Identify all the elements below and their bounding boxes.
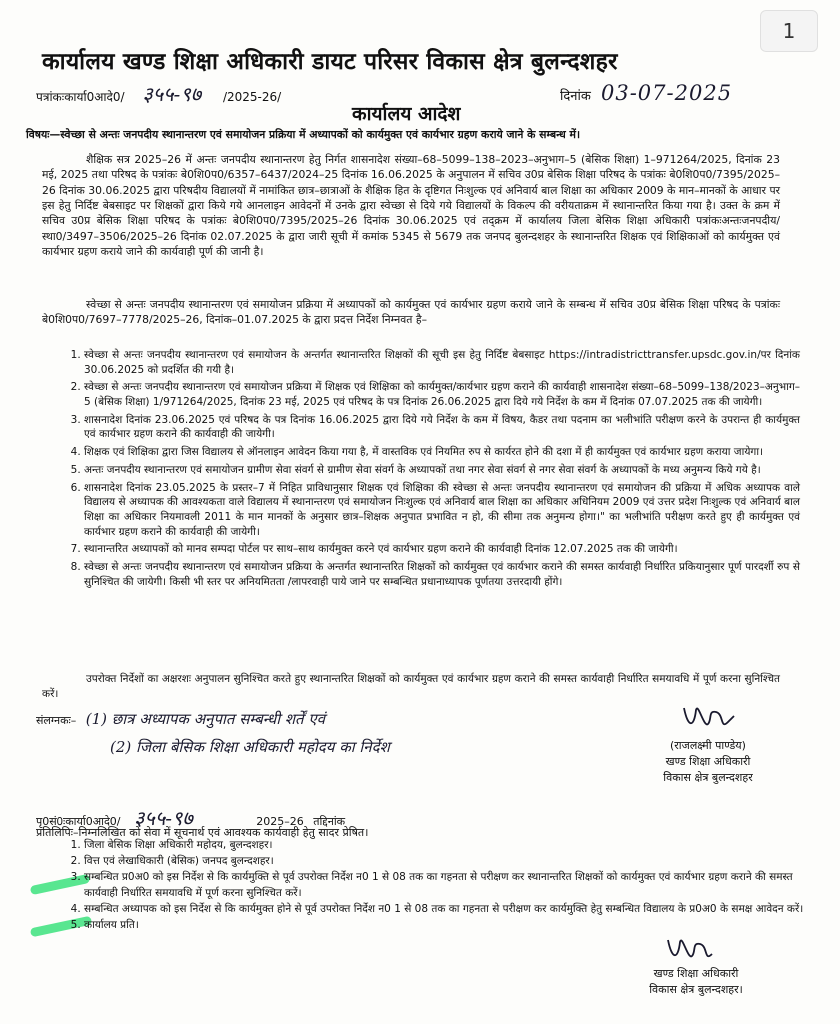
date-label: दिनांक xyxy=(560,89,591,104)
signatory-designation: खण्ड शिक्षा अधिकारी xyxy=(653,967,739,980)
copy-recipient: 1. जिला बेसिक शिक्षा अधिकारी महोदय, बुलन्दशहर। xyxy=(84,838,804,853)
instruction-item: 8. स्वेच्छा से अन्तः जनपदीय स्थानान्तरण एवं समायोजन प्रक्रिया के अन्तर्गत स्थानान्तरित शिक्षकों को कार्यमुक्त एवं कार्यभार कराने की समस्त कार्यवाही निर्धारित प्रकियानुसार पूर्ण पारदर्शी रुप से सुनिश्चित की जायेगी। किसी भी स्तर पर अनियमितता /लापरवाही पाये जाने पर सम्बन्धित प्रधानाध्यापक पूर्णतया उत्तरदायी होंगे। xyxy=(84,560,800,589)
order-title: कार्यालय आदेश xyxy=(352,103,461,125)
subject-line: विषयः—स्वेच्छा से अन्तः जनपदीय स्थानान्तरण एवं समायोजन प्रक्रिया में अध्यापकों को कार्यमुक्त एवं कार्यभार ग्रहण कराये जाने के सम्बन्ध में। xyxy=(26,128,581,141)
intro-paragraph: शैक्षिक सत्र 2025–26 में अन्तः जनपदीय स्थानान्तरण हेतु निर्गत शासनादेश संख्या–68–5099–138–2023–अनुभाग–5 (बेसिक शिक्षा) 1–971264/2025, दिनांक 23 मई, 2025 तथा परिषद के पत्रांकः बे0शि0प0/6357–6437/2024–25 दिनांक 16.06.2025 के अनुपालन में सचिव उ0प्र बेसिक शिक्षा परिषद के पत्रांकः बे0शि0प0/7395/2025–26 दिनांक 30.06.2025 द्वारा परिषदीय विद्यालयों में नामांकित छात्र–छात्राओं के शैक्षिक हित के दृष्टिगत निःशुल्क एवं अनिवार्य बाल शिक्षा का अधिकार 2009 के मान–मानकों के आधार पर इस हेतु निर्दिष्ट बेबसाइट पर शिक्षकों द्वारा किये गये आनलाइन आवेदनों में उनके द्वारा स्वेच्छा से दिये गये विद्यालयों के विकल्प की वरीयताक्रम में स्थानान्तरित किया गया है। उक्त के क्रम में सचिव उ0प्र बेसिक शिक्षा परिषद के पत्रांकः बे0शि0प0/7395/2025–26 दिनांक 30.06.2025 एवं तद्क्रम में कार्यालय जिला बेसिक शिक्षा अधिकारी पत्रांकःअन्तःजनपदीय/स्था0/3497–3506/2025–26 दिनांक 02.07.2025 के द्वारा जारी सूची में कमांक 5345 से 5679 तक जनपद बुलन्दशहर के स्थानान्तरित शिक्षक एवं शिक्षिकाओं को कार्यमुक्त एवं कार्यभार ग्रहण कराये जाने की कार्यवाही पूर्ण की जानी है। xyxy=(42,153,780,258)
patrank-label: पत्रांकःकार्या0आदे0/ xyxy=(36,90,125,104)
instruction-item: 5. अन्तः जनपदीय स्थानान्तरण एवं समायोजन ग्रामीण सेवा संवर्ग से ग्रामीण सेवा संवर्ग के अध्यापकों तथा नगर सेवा संवर्ग से नगर सेवा संवर्ग के अध्यापकों के मध्य अनुमन्य किये गये है। xyxy=(84,463,800,478)
signatory-office: विकास क्षेत्र बुलन्दशहर। xyxy=(649,982,743,996)
closing-paragraph: उपरोक्त निर्देशों का अक्षरशः अनुपालन सुनिश्चित करते हुए स्थानान्तरित शिक्षकों को कार्यमुक्त एवं कार्यभार ग्रहण कराने की समस्त कार्यवाही निर्धारित समयावधि में पूर्ण करना सुनिश्चित करें। xyxy=(42,673,780,700)
date-value-handwritten: 03-07-2025 xyxy=(600,81,733,105)
instruction-list xyxy=(64,348,800,592)
patrank-session: /2025-26/ xyxy=(222,90,282,104)
instruction-item: 6. शासनादेश दिनांक 23.05.2025 के प्रस्तर–7 में निहित प्राविधानुसार शिक्षक एवं शिक्षिका की स्वेच्छा से अन्तः जनपदीय स्थानान्तरण एवं समायोजन की प्रक्रिया में अधिक अध्यापक वाले विद्यालय से अध्यापक की आवश्यकता वाले विद्यालय में स्थानान्तरण एवं समायोजन निःशुल्क एवं अनिवार्य बाल शिक्षा का अधिकार अधिनियम 2009 एवं उत्तर प्रदेश निःशुल्क एवं अनिवार्य बाल शिक्षा का अधिकार नियमावली 2011 के मान मानकों के अनुसार छात्र–शिक्षक अनुपात प्रभावित न हो, की सीमा तक अनुमन्य होगा।" का भलीभांति परीक्षण करते हुए ही कार्यमुक्त एवं कार्यभार ग्रहण कराने की कार्यवाही की जायेगी। xyxy=(84,481,800,540)
signatory-name: (राजलक्ष्मी पाण्डेय) xyxy=(670,739,746,752)
copy-recipient: 3. सम्बन्धित प्र0अ0 को इस निर्देश से कि कार्यमुक्ति से पूर्व उपरोक्त निर्देश न0 1 से 08 तक का गहनता से परीक्षण कर स्थानान्तरित शिक्षकों को कार्यमुक्त एवं कार्यभार ग्रहण कराने की समस्त कार्यवाही निर्धारित समयावधि में पूर्ण करना सुनिश्चित करें। xyxy=(84,870,804,900)
copy-session: 2025–26 xyxy=(256,815,304,828)
copy-intro: प्रतिलिपिः–निम्नलिखित को सेवा में सूचनार्थ एवं आवश्यक कार्यवाही हेतु सादर प्रेषित। xyxy=(36,826,369,839)
enclosure-row xyxy=(36,710,325,729)
copy-recipient: 4. सम्बन्धित अध्यापक को इस निर्देश से कि कार्यमुक्त होने से पूर्व उपरोक्त निर्देश न0 1 से 08 तक का गहनता से परीक्षण कर कार्यमुक्ति हेतु सम्बन्धित विद्यालय के प्र0अ0 के समक्ष आवेदन करें। xyxy=(84,902,804,917)
instruction-item: 2. स्वेच्छा से अन्तः जनपदीय स्थानान्तरण एवं समायोजन प्रक्रिया में शिक्षक एवं शिक्षिका को कार्यमुक्त/कार्यभार ग्रहण कराने की कार्यवाही शासनादेश संख्या–68–5099–138/2023–अनुभाग–5 (बेसिक शिक्षा) 1/971264/2025, दिनांक 23 मई, 2025 एवं परिषद के पत्र दिनांक 26.06.2025 द्वारा दिये गये निर्देश के कम में दिनांक 07.07.2025 तक की जायेगी। xyxy=(84,380,800,409)
enclosure-label: संलग्नकः– xyxy=(36,714,77,727)
instruction-item: 4. शिक्षक एवं शिक्षिका द्वारा जिस विद्यालय से ऑनलाइन आवेदन किया गया है, में वास्तविक एवं नियमित रुप से कार्यरत होने की दशा में ही कार्यमुक्त एवं कार्यभार ग्रहण कराया जायेगा। xyxy=(84,445,800,460)
copy-patrank-number-handwritten: ३५५-९७ xyxy=(134,806,193,830)
patrank-row xyxy=(36,82,281,107)
signature-block-2 xyxy=(606,966,786,998)
copy-tad-label: तद्दिनांक xyxy=(313,815,346,828)
copy-recipient: 2. वित्त एवं लेखाधिकारी (बेसिक) जनपद बुलन्दशहर। xyxy=(84,854,804,869)
enclosure-item-handwritten: (1) छात्र अध्यापक अनुपात सम्बन्धी शर्तें एवं xyxy=(85,710,325,728)
patrank-number-handwritten: ३५५-९७ xyxy=(142,82,202,106)
enclosure-item-handwritten: (2) जिला बेसिक शिक्षा अधिकारी महोदय का निर्देश xyxy=(110,738,390,756)
page-number-badge: 1 xyxy=(760,10,818,52)
instruction-item: 1. स्वेच्छा से अन्तः जनपदीय स्थानान्तरण एवं समायोजन के अन्तर्गत स्थानान्तरित शिक्षकों की सूची इस हेतु निर्दिष्ट बेबसाइट https://intradistricttransfer.upsdc.gov.in/पर दिनांक 30.06.2025 को प्रदर्शित की गयी है। xyxy=(84,348,800,377)
signature-scribble-1 xyxy=(678,698,738,738)
instruction-item: 7. स्थानान्तरित अध्यापकों को मानव सम्पदा पोर्टल पर साथ–साथ कार्यमुक्त करने एवं कार्यभार ग्रहण कराने की कार्यवाही दिनांक 12.07.2025 तक की जायेगी। xyxy=(84,542,800,557)
signature-block-1 xyxy=(628,738,788,786)
copy-patrank-label: पृ0सं0ःकार्या0आदे0/ xyxy=(36,815,121,828)
office-title: कार्यालय खण्ड शिक्षा अधिकारी डायट परिसर विकास क्षेत्र बुलन्दशहर xyxy=(42,48,618,75)
signatory-designation: खण्ड शिक्षा अधिकारी xyxy=(665,754,751,768)
signatory-office: विकास क्षेत्र बुलन्दशहर xyxy=(663,770,753,784)
date-row xyxy=(560,80,732,106)
directive-paragraph: स्वेच्छा से अन्तः जनपदीय स्थानान्तरण एवं समायोजन प्रक्रिया में अध्यापकों को कार्यमुक्त एवं कार्यभार ग्रहण कराये जाने के सम्बन्ध में सचिव उ0प्र बेसिक शिक्षा परिषद के पत्रांकः बे0शि0प0/7697–7778/2025–26, दिनांक–01.07.2025 के द्वारा प्रदत्त निर्देश निम्नवत है– xyxy=(42,298,780,327)
instruction-item: 3. शासनादेश दिनांक 23.06.2025 एवं परिषद के पत्र दिनांक 16.06.2025 द्वारा दिये गये निर्देश के कम में विषय, कैडर तथा पदनाम का भलीभांति परीक्षण करने के उपरान्त ही कार्यमुक्त एवं कार्यभार ग्रहण कराने की कार्यवाही की जायेगी। xyxy=(84,413,800,442)
copy-recipient-list xyxy=(64,838,804,934)
signature-scribble-2 xyxy=(664,932,720,968)
copy-recipient: 5. कार्यालय प्रति। xyxy=(84,918,804,933)
